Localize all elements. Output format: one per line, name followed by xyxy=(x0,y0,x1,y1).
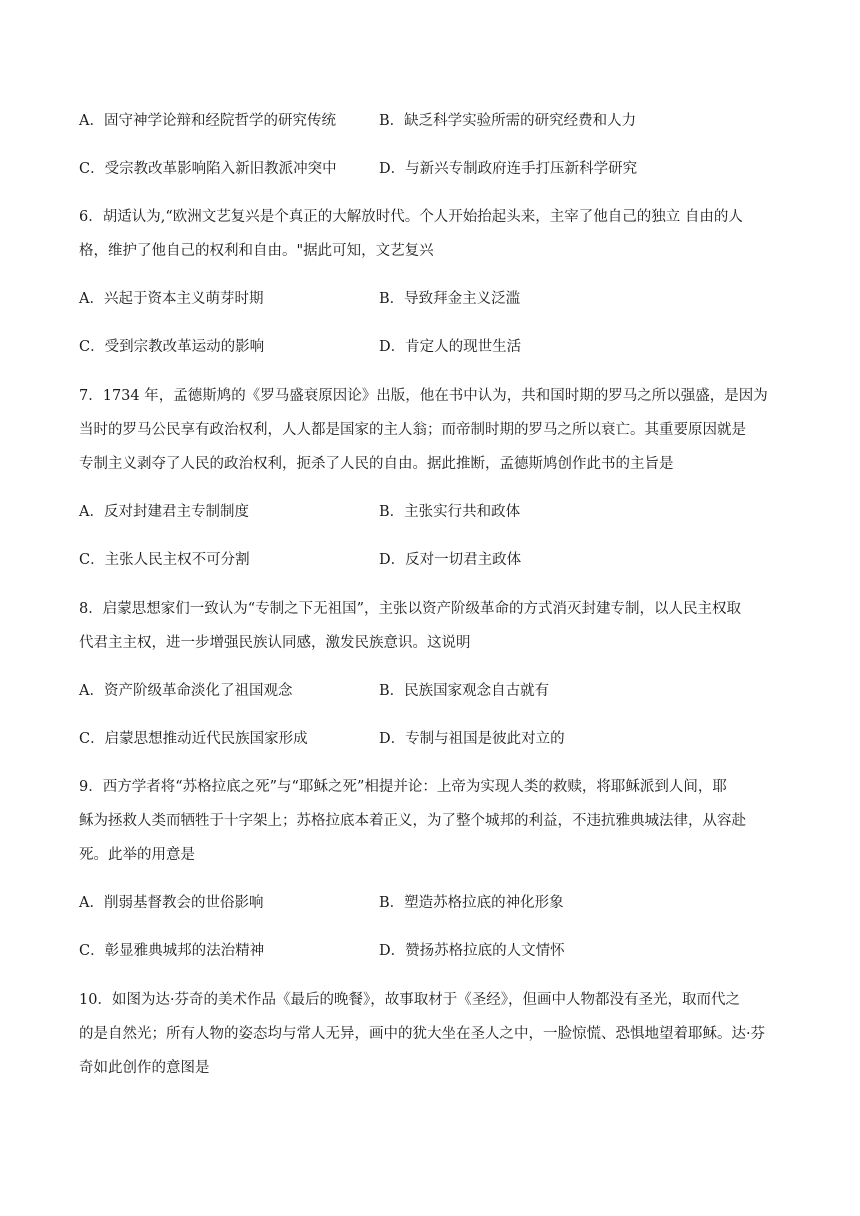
q10-stem-line-1: 10．如图为达·芬奇的美术作品《最后的晚餐》，故事取材于《圣经》，但画中人物都没有圣光，取而代之 xyxy=(79,992,741,1008)
q7-option-c: C．主张人民主权不可分割 xyxy=(79,552,250,568)
q6-option-d: D．肯定人的现世生活 xyxy=(379,339,522,355)
q9-stem-line-2: 稣为拯救人类而牺牲于十字架上；苏格拉底本着正义，为了整个城邦的利益，不违抗雅典城法律，从容赴 xyxy=(79,813,746,829)
q5-option-a: A．固守神学论辩和经院哲学的研究传统 xyxy=(79,113,336,129)
q8-option-c: C．启蒙思想推动近代民族国家形成 xyxy=(79,731,308,747)
q5-option-d: D．与新兴专制政府连手打压新科学研究 xyxy=(379,161,638,177)
q8-stem-line-1: 8．启蒙思想家们一致认为“专制之下无祖国”，主张以资产阶级革命的方式消灭封建专制，以人民主权取 xyxy=(79,601,742,617)
q9-option-a: A．削弱基督教会的世俗影响 xyxy=(79,895,264,911)
q6-option-c: C．受到宗教改革运动的影响 xyxy=(79,339,265,355)
q7-stem-line-2: 当时的罗马公民享有政治权利，人人都是国家的主人翁；而帝制时期的罗马之所以衰亡。其重要原因就是 xyxy=(79,422,746,438)
q9-stem-line-1: 9．西方学者将“苏格拉底之死”与“耶稣之死”相提并论：上帝为实现人类的救赎，将耶稣派到人间，耶 xyxy=(79,779,727,795)
q6-stem-line-2: 格，维护了他自己的权利和自由。"据此可知，文艺复兴 xyxy=(79,243,434,259)
q8-option-d: D．专制与祖国是彼此对立的 xyxy=(379,731,565,747)
q7-option-b: B．主张实行共和政体 xyxy=(379,504,521,520)
q6-stem-line-1: 6．胡适认为,“欧洲文艺复兴是个真正的大解放时代。个人开始抬起头来，主宰了他自己的独立 自由的人 xyxy=(79,209,743,225)
q6-option-a: A．兴起于资本主义萌芽时期 xyxy=(79,291,264,307)
q9-option-c: C．彰显雅典城邦的法治精神 xyxy=(79,943,265,959)
q5-option-b: B．缺乏科学实验所需的研究经费和人力 xyxy=(379,113,637,129)
q5-option-c: C．受宗教改革影响陷入新旧教派冲突中 xyxy=(79,161,337,177)
q7-stem-line-3: 专制主义剥夺了人民的政治权利，扼杀了人民的自由。据此推断，孟德斯鸠创作此书的主旨是 xyxy=(79,456,674,472)
q6-option-b: B．导致拜金主义泛滥 xyxy=(379,291,521,307)
q8-option-b: B．民族国家观念自古就有 xyxy=(379,683,550,699)
q9-option-d: D．赞扬苏格拉底的人文情怀 xyxy=(379,943,565,959)
q9-stem-line-3: 死。此举的用意是 xyxy=(79,847,195,863)
q7-option-a: A．反对封建君主专制制度 xyxy=(79,504,249,520)
q10-stem-line-3: 奇如此创作的意图是 xyxy=(79,1060,210,1076)
q9-option-b: B．塑造苏格拉底的神化形象 xyxy=(379,895,564,911)
q7-option-d: D．反对一切君主政体 xyxy=(379,552,522,568)
q8-stem-line-2: 代君主主权，进一步增强民族认同感，激发民族意识。这说明 xyxy=(79,635,471,651)
q10-stem-line-2: 的是自然光；所有人物的姿态均与常人无异，画中的犹大坐在圣人之中，一脸惊慌、恐惧地望着耶稣。达·芬 xyxy=(79,1026,766,1042)
q7-stem-line-1: 7．1734 年，孟德斯鸠的《罗马盛衰原因论》出版，他在书中认为，共和国时期的罗马之所以强盛，是因为 xyxy=(79,388,768,404)
q8-option-a: A．资产阶级革命淡化了祖国观念 xyxy=(79,683,293,699)
